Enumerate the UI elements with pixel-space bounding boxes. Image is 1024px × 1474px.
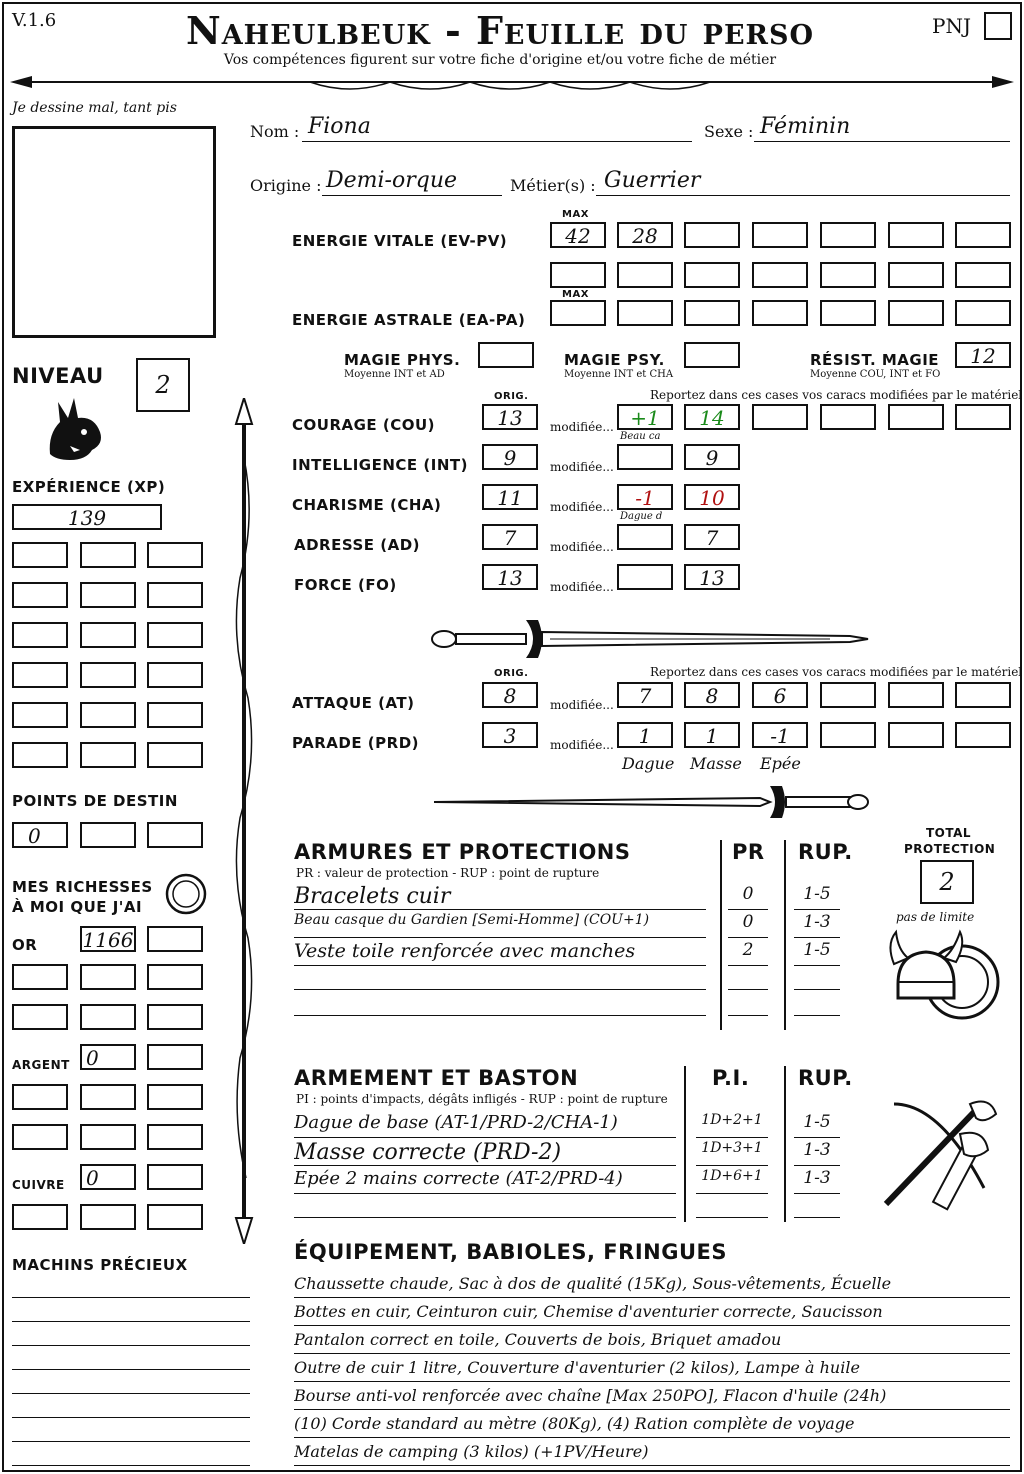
argent-box[interactable] (12, 1124, 68, 1150)
armure-rup[interactable]: 1-3 (794, 912, 840, 938)
argent-box[interactable] (80, 1084, 136, 1110)
equipement-line[interactable]: Bottes en cuir, Ceinturon cuir, Chemise d'aventurier correcte, Saucisson (294, 1302, 1010, 1326)
ad-mod-box[interactable] (617, 524, 673, 550)
at-modif-label: modifiée... (550, 698, 614, 712)
origine-field[interactable]: Demi-orque (322, 168, 502, 196)
fo-modif-label: modifiée... (550, 580, 614, 594)
machins-line[interactable] (12, 1278, 250, 1298)
cuivre-box[interactable] (147, 1204, 203, 1230)
helmet-shield-icon (884, 924, 1004, 1028)
armure-name[interactable]: Beau casque du Gardien [Semi-Homme] (COU+1) (294, 912, 706, 938)
argent-box[interactable] (147, 1124, 203, 1150)
cha-orig-box[interactable]: 11 (482, 484, 538, 510)
arme-rup[interactable]: 1-3 (794, 1168, 840, 1194)
nom-label: Nom : (250, 122, 300, 141)
richesses-label: MES RICHESSES (12, 878, 153, 896)
argent-box[interactable]: 0 (80, 1044, 136, 1070)
weapon-label: Masse (690, 754, 742, 773)
cha-modif-label: modifiée... (550, 500, 614, 514)
resist-magie-label: RÉSIST. MAGIE (810, 351, 940, 369)
cou-box[interactable] (820, 404, 876, 430)
cha-mod-box[interactable]: -1 (617, 484, 673, 510)
equipement-line[interactable]: Chaussette chaude, Sac à dos de qualité (15Kg), Sous-vêtements, Écuelle (294, 1274, 1010, 1298)
at-label: ATTAQUE (AT) (292, 694, 415, 712)
at-box[interactable] (955, 682, 1011, 708)
dragon-head-icon (40, 394, 106, 464)
pr-header: PR (732, 840, 765, 864)
equipement-line[interactable]: Matelas de camping (3 kilos) (+1PV/Heure) (294, 1442, 1010, 1466)
column-divider (784, 1066, 786, 1222)
arme-name[interactable] (294, 1196, 676, 1218)
ev-current-box[interactable]: 28 (617, 222, 673, 248)
resist-magie-note: Moyenne COU, INT et FO (810, 369, 941, 380)
magie-psy-note: Moyenne INT et CHA (564, 369, 674, 380)
ev-box[interactable] (684, 222, 740, 248)
machins-line[interactable] (12, 1350, 250, 1370)
at-box[interactable] (888, 682, 944, 708)
prd-box[interactable] (955, 722, 1011, 748)
xp-box[interactable] (12, 702, 68, 728)
magie-phys-label: MAGIE PHYS. (344, 351, 461, 369)
fo-label: FORCE (FO) (294, 576, 397, 594)
ea-max-label: MAX (562, 289, 589, 300)
armure-name[interactable] (294, 994, 706, 1016)
spear-divider-icon (10, 74, 1014, 92)
cou-orig-box[interactable]: 13 (482, 404, 538, 430)
machins-line[interactable] (12, 1326, 250, 1346)
crossed-weapons-icon (880, 1094, 1004, 1214)
caracs-report-note: Reportez dans ces cases vos caracs modifiées par le matériel (650, 388, 1023, 402)
ad-final-box[interactable]: 7 (684, 524, 740, 550)
cuivre-box[interactable] (12, 1204, 68, 1230)
ea-box[interactable] (684, 300, 740, 326)
xp-box[interactable] (147, 662, 203, 688)
cou-mod-box[interactable]: +1 (617, 404, 673, 430)
machins-line[interactable] (12, 1446, 250, 1466)
sword-icon (430, 612, 870, 666)
ea-box[interactable] (617, 300, 673, 326)
portrait-box[interactable] (12, 126, 216, 338)
machins-line[interactable] (12, 1398, 250, 1418)
caracs-orig-label: ORIG. (494, 391, 529, 402)
armure-name[interactable]: Veste toile renforcée avec manches (294, 940, 706, 966)
xp-box[interactable] (147, 742, 203, 768)
ev-box[interactable] (888, 222, 944, 248)
ad-label: ADRESSE (AD) (294, 536, 421, 554)
or-label: OR (12, 936, 38, 954)
ev-box[interactable] (955, 222, 1011, 248)
armures-title: ARMURES ET PROTECTIONS (294, 840, 631, 864)
cou-box[interactable] (752, 404, 808, 430)
armures-note: PR : valeur de protection - RUP : point de rupture (296, 866, 600, 880)
xp-box[interactable] (80, 622, 136, 648)
xp-box[interactable] (12, 542, 68, 568)
xp-box[interactable] (80, 702, 136, 728)
ea-box[interactable] (820, 300, 876, 326)
total-protection-box[interactable]: 2 (920, 860, 974, 904)
or-box[interactable] (80, 964, 136, 990)
ev-box[interactable] (820, 262, 876, 288)
or-box[interactable] (147, 964, 203, 990)
weapon-label: Dague (622, 754, 675, 773)
total-protection-label: TOTAL (926, 826, 972, 840)
ea-box[interactable] (955, 300, 1011, 326)
ev-box[interactable] (617, 262, 673, 288)
ev-box[interactable] (820, 222, 876, 248)
cha-final-box[interactable]: 10 (684, 484, 740, 510)
at-orig-box[interactable]: 8 (482, 682, 538, 708)
fo-mod-box[interactable] (617, 564, 673, 590)
xp-box[interactable] (147, 582, 203, 608)
destin-label: POINTS DE DESTIN (12, 792, 178, 810)
cou-box[interactable] (955, 404, 1011, 430)
magie-phys-box[interactable] (478, 342, 534, 368)
armure-name[interactable]: Bracelets cuir (294, 884, 706, 910)
xp-box[interactable] (147, 702, 203, 728)
at-box[interactable]: 8 (684, 682, 740, 708)
niveau-label: NIVEAU (12, 364, 104, 388)
int-mod-box[interactable] (617, 444, 673, 470)
prd-box[interactable] (820, 722, 876, 748)
argent-box[interactable] (12, 1084, 68, 1110)
ad-orig-box[interactable]: 7 (482, 524, 538, 550)
cou-box[interactable] (888, 404, 944, 430)
destin-box[interactable]: 0 (12, 822, 68, 848)
armement-title: ARMEMENT ET BASTON (294, 1066, 579, 1090)
arme-rup[interactable]: 1-3 (794, 1140, 840, 1166)
cuivre-box[interactable]: 0 (80, 1164, 136, 1190)
prd-orig-box[interactable]: 3 (482, 722, 538, 748)
experience-box[interactable]: 139 (12, 504, 162, 530)
armure-name[interactable] (294, 968, 706, 990)
prd-box[interactable] (888, 722, 944, 748)
weapon-label: Epée (760, 754, 801, 773)
arme-pi[interactable]: 1D+6+1 (696, 1168, 768, 1194)
rup-header: RUP. (798, 840, 853, 864)
cha-mod-note: Dague d (620, 511, 663, 522)
at-box[interactable]: 7 (617, 682, 673, 708)
ad-modif-label: modifiée... (550, 540, 614, 554)
cha-label: CHARISME (CHA) (292, 496, 442, 514)
cou-final-box[interactable]: 14 (684, 404, 740, 430)
or-box[interactable]: 1166 (80, 926, 136, 952)
xp-box[interactable] (80, 582, 136, 608)
or-box[interactable] (80, 1004, 136, 1030)
arme-name[interactable]: Dague de base (AT-1/PRD-2/CHA-1) (294, 1112, 676, 1138)
coin-icon (164, 872, 208, 916)
fo-final-box[interactable]: 13 (684, 564, 740, 590)
pnj-label: PNJ (932, 14, 971, 38)
argent-box[interactable] (147, 1084, 203, 1110)
ev-box[interactable] (955, 262, 1011, 288)
machins-line[interactable] (12, 1422, 250, 1442)
cou-mod-note: Beau ca (620, 431, 661, 442)
sexe-label: Sexe : (704, 122, 754, 141)
ea-box[interactable] (888, 300, 944, 326)
rup-header: RUP. (798, 1066, 853, 1090)
armure-pr[interactable]: 2 (728, 940, 768, 966)
argent-box[interactable] (80, 1124, 136, 1150)
cou-label: COURAGE (COU) (292, 416, 436, 434)
equipement-line[interactable]: Bourse anti-vol renforcée avec chaîne [Max 250PO], Flacon d'huile (24h) (294, 1386, 1010, 1410)
int-orig-box[interactable]: 9 (482, 444, 538, 470)
prd-box[interactable]: -1 (752, 722, 808, 748)
ev-label: ENERGIE VITALE (EV-PV) (292, 232, 508, 250)
metier-field[interactable]: Guerrier (596, 168, 1010, 196)
xp-box[interactable] (147, 542, 203, 568)
xp-box[interactable] (80, 542, 136, 568)
fo-orig-box[interactable]: 13 (482, 564, 538, 590)
armure-rup[interactable] (794, 994, 840, 1016)
version-label: V.1.6 (12, 10, 57, 31)
combat-report-note: Reportez dans ces cases vos caracs modifiées par le matériel (650, 665, 1023, 679)
prd-modif-label: modifiée... (550, 738, 614, 752)
xp-box[interactable] (12, 742, 68, 768)
xp-box[interactable] (12, 622, 68, 648)
equipement-line[interactable]: Outre de cuir 1 litre, Couverture d'aventurier (2 kilos), Lampe à huile (294, 1358, 1010, 1382)
column-divider (720, 840, 722, 1030)
combat-orig-label: ORIG. (494, 668, 529, 679)
armure-rup[interactable]: 1-5 (794, 940, 840, 966)
armure-pr[interactable]: 0 (728, 884, 768, 910)
ev-max-label: MAX (562, 209, 589, 220)
armure-rup[interactable] (794, 968, 840, 990)
at-box[interactable]: 6 (752, 682, 808, 708)
armure-pr[interactable] (728, 968, 768, 990)
int-label: INTELLIGENCE (INT) (292, 456, 468, 474)
xp-box[interactable] (12, 662, 68, 688)
argent-box[interactable] (147, 1044, 203, 1070)
magie-psy-box[interactable] (684, 342, 740, 368)
prd-box[interactable]: 1 (684, 722, 740, 748)
xp-box[interactable] (12, 582, 68, 608)
sword-icon (430, 780, 870, 824)
armement-note: PI : points d'impacts, dégâts infligés - RUP : point de rupture (296, 1092, 668, 1106)
magie-phys-note: Moyenne INT et AD (344, 369, 445, 380)
armure-pr[interactable]: 0 (728, 912, 768, 938)
machins-line[interactable] (12, 1302, 250, 1322)
column-divider (684, 1066, 686, 1222)
arme-rup[interactable]: 1-5 (794, 1112, 840, 1138)
cuivre-box[interactable] (147, 1164, 203, 1190)
cuivre-label: CUIVRE (12, 1178, 65, 1192)
experience-label: EXPÉRIENCE (XP) (12, 478, 166, 496)
magie-psy-label: MAGIE PSY. (564, 351, 665, 369)
at-box[interactable] (820, 682, 876, 708)
column-divider (784, 840, 786, 1030)
ev-box[interactable] (684, 262, 740, 288)
int-modif-label: modifiée... (550, 460, 614, 474)
sheet-subtitle: Vos compétences figurent sur votre fiche d'origine et/ou votre fiche de métier (223, 52, 777, 68)
arme-name[interactable]: Masse correcte (PRD-2) (294, 1140, 676, 1166)
ev-box[interactable] (888, 262, 944, 288)
armure-pr[interactable] (728, 994, 768, 1016)
armure-rup[interactable]: 1-5 (794, 884, 840, 910)
cuivre-box[interactable] (80, 1204, 136, 1230)
destin-box[interactable] (80, 822, 136, 848)
or-box[interactable] (147, 1004, 203, 1030)
prd-label: PARADE (PRD) (292, 734, 420, 752)
richesses-label-2: À MOI QUE J'AI (12, 898, 143, 916)
nom-field[interactable]: Fiona (302, 114, 692, 142)
prd-box[interactable]: 1 (617, 722, 673, 748)
arme-pi[interactable]: 1D+2+1 (696, 1112, 768, 1138)
machins-label: MACHINS PRÉCIEUX (12, 1256, 188, 1274)
destin-box[interactable] (147, 822, 203, 848)
equipement-line[interactable]: Pantalon correct en toile, Couverts de bois, Briquet amadou (294, 1330, 1010, 1354)
ea-box[interactable] (752, 300, 808, 326)
xp-box[interactable] (80, 742, 136, 768)
argent-label: ARGENT (12, 1058, 70, 1072)
sheet-title: Naheulbeuk - Feuille du perso (186, 8, 814, 53)
int-final-box[interactable]: 9 (684, 444, 740, 470)
cou-modif-label: modifiée... (550, 420, 614, 434)
or-box[interactable] (147, 926, 203, 952)
arme-pi[interactable]: 1D+3+1 (696, 1140, 768, 1166)
niveau-box[interactable]: 2 (136, 358, 190, 412)
ev-max-box[interactable]: 42 (550, 222, 606, 248)
ev-box[interactable] (550, 262, 606, 288)
arme-name[interactable]: Epée 2 mains correcte (AT-2/PRD-4) (294, 1168, 676, 1194)
or-box[interactable] (12, 964, 68, 990)
ea-label: ENERGIE ASTRALE (EA-PA) (292, 311, 526, 329)
sexe-field[interactable]: Féminin (754, 114, 1010, 142)
xp-box[interactable] (147, 622, 203, 648)
ev-box[interactable] (752, 222, 808, 248)
resist-magie-box[interactable]: 12 (955, 342, 1011, 368)
xp-box[interactable] (80, 662, 136, 688)
spear-icon (226, 398, 262, 1244)
total-protection-label-2: PROTECTION (904, 842, 996, 856)
origine-label: Origine : (250, 176, 322, 195)
pnj-checkbox[interactable] (984, 12, 1012, 40)
portrait-caption: Je dessine mal, tant pis (12, 100, 177, 116)
machins-line[interactable] (12, 1374, 250, 1394)
ev-box[interactable] (752, 262, 808, 288)
arme-pi[interactable] (696, 1196, 768, 1218)
metier-label: Métier(s) : (510, 176, 596, 195)
or-box[interactable] (12, 1004, 68, 1030)
equipement-title: ÉQUIPEMENT, BABIOLES, FRINGUES (294, 1240, 727, 1264)
equipement-line[interactable]: (10) Corde standard au mètre (80Kg), (4) Ration complète de voyage (294, 1414, 1010, 1438)
ea-max-box[interactable] (550, 300, 606, 326)
limit-note: pas de limite (896, 910, 975, 924)
pi-header: P.I. (712, 1066, 750, 1090)
arme-rup[interactable] (794, 1196, 840, 1218)
